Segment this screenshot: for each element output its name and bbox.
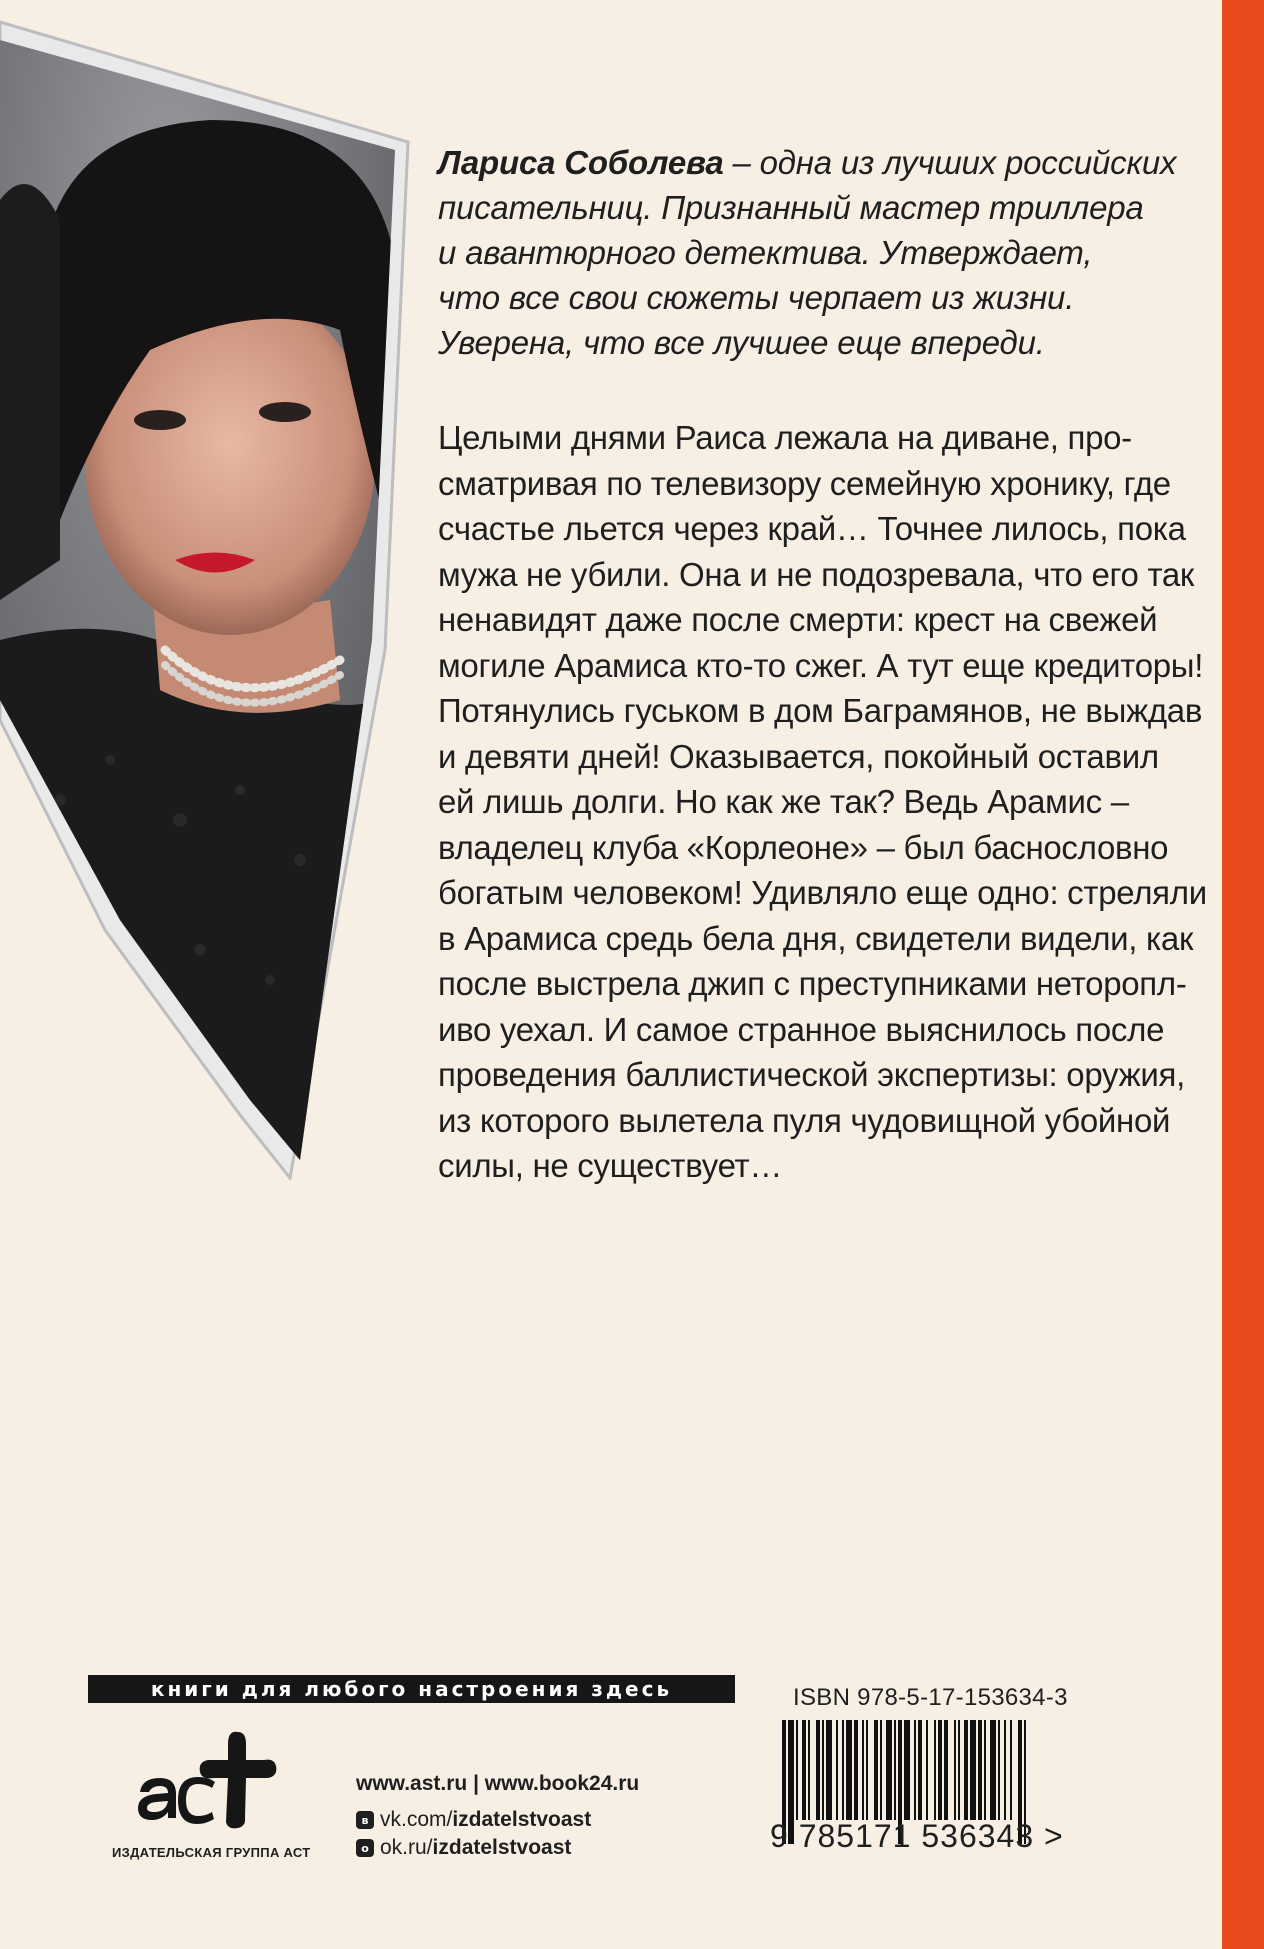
bio-line: Лариса Соболева – одна из лучших российских <box>438 144 1177 181</box>
barcode-bar <box>886 1720 892 1820</box>
barcode-bar <box>854 1720 858 1820</box>
barcode-bar <box>836 1720 838 1820</box>
barcode-bar <box>984 1720 986 1820</box>
vk-icon: в <box>356 1811 374 1829</box>
barcode-bar <box>802 1720 806 1820</box>
barcode-bar <box>954 1720 956 1820</box>
barcode-bar <box>958 1720 960 1820</box>
barcode-bar <box>904 1720 910 1820</box>
vk-link[interactable]: в vk.com/izdatelstvoast <box>356 1808 591 1832</box>
website-links[interactable]: www.ast.ru | www.book24.ru <box>356 1772 640 1795</box>
barcode-bar <box>978 1720 982 1820</box>
publisher-name: ИЗДАТЕЛЬСКАЯ ГРУППА АСТ <box>112 1845 311 1860</box>
ast-logo <box>128 1722 298 1832</box>
blurb-line: Потянулись гуськом в дом Баграмянов, не выждав <box>438 692 1203 729</box>
slogan-banner: книги для любого настроения здесь <box>88 1675 735 1703</box>
barcode-bar <box>842 1720 844 1820</box>
bio-line: что все свои сюжеты черпает из жизни. <box>438 279 1075 316</box>
barcode-bar <box>990 1720 996 1820</box>
blurb-line: Целыми днями Раиса лежала на диване, про- <box>438 419 1132 456</box>
barcode-bar <box>862 1720 864 1820</box>
isbn-label: ISBN 978-5-17-153634-3 <box>793 1684 1068 1711</box>
author-photo <box>0 0 420 1180</box>
bio-line: писательниц. Признанный мастер триллера <box>438 189 1144 226</box>
book-blurb <box>438 415 1207 1189</box>
blurb-line: сматривая по телевизору семейную хронику, где <box>438 464 1171 502</box>
barcode-bar <box>826 1720 832 1820</box>
barcode-bar <box>866 1720 868 1820</box>
barcode-bar <box>914 1720 916 1820</box>
blurb-line: владелец клуба «Корлеоне» – был баснословно <box>438 828 1169 866</box>
barcode-bar <box>874 1720 878 1820</box>
blurb-line: ненавидят даже после смерти: крест на свежей <box>438 601 1158 638</box>
author-name: Лариса Соболева <box>438 144 724 181</box>
blurb-line: из которого вылетела пуля чудовищной убойной <box>438 1101 1171 1139</box>
barcode-bar <box>880 1720 882 1820</box>
barcode-bar <box>970 1720 976 1820</box>
blurb-line: в Арамиса средь бела дня, свидетели видели, как <box>438 919 1194 957</box>
ok-link[interactable]: о ok.ru/izdatelstvoast <box>356 1836 571 1860</box>
blurb-line: мужа не убили. Она и не подозревала, что его так <box>438 555 1195 593</box>
barcode-bar <box>926 1720 928 1820</box>
barcode-bar <box>998 1720 1000 1820</box>
spine-accent-band <box>1222 0 1264 1949</box>
ok-icon: о <box>356 1839 374 1857</box>
barcode-bar <box>894 1720 896 1820</box>
blurb-line: силы, не существует… <box>438 1147 783 1184</box>
barcode-digits: 9 785171 536343 > <box>770 1818 1064 1854</box>
barcode-bar <box>1010 1720 1012 1820</box>
barcode-bar <box>816 1720 820 1820</box>
barcode-bar <box>918 1720 922 1820</box>
blurb-line: проведения баллистической экспертизы: оружия, <box>438 1056 1185 1093</box>
barcode-bar <box>964 1720 968 1820</box>
barcode-bar <box>822 1720 824 1820</box>
barcode-bar <box>934 1720 936 1820</box>
barcode-bar <box>1004 1720 1006 1820</box>
blurb-line: богатым человеком! Удивляло еще одно: стреляли <box>438 874 1207 911</box>
bio-line: и авантюрного детектива. Утверждает, <box>438 234 1093 271</box>
barcode-bar <box>938 1720 942 1820</box>
blurb-line: после выстрела джип с преступниками неторопл- <box>438 965 1187 1002</box>
bio-line: Уверена, что все лучшее еще впереди. <box>438 324 1045 361</box>
barcode-bar <box>796 1720 798 1820</box>
blurb-line: и девяти дней! Оказывается, покойный оставил <box>438 737 1159 775</box>
barcode-bar <box>808 1720 810 1820</box>
blurb-line: ей лишь долги. Но как же так? Ведь Арамис – <box>438 783 1129 820</box>
author-bio <box>438 140 1177 365</box>
barcode-bar <box>944 1720 948 1820</box>
blurb-line: могиле Арамиса кто-то сжег. А тут еще кредиторы! <box>438 646 1204 684</box>
blurb-line: иво уехал. И самое странное выяснилось после <box>438 1010 1165 1048</box>
barcode-bar <box>846 1720 852 1820</box>
blurb-line: счастье льется через край… Точнее лилось, пока <box>438 510 1186 547</box>
